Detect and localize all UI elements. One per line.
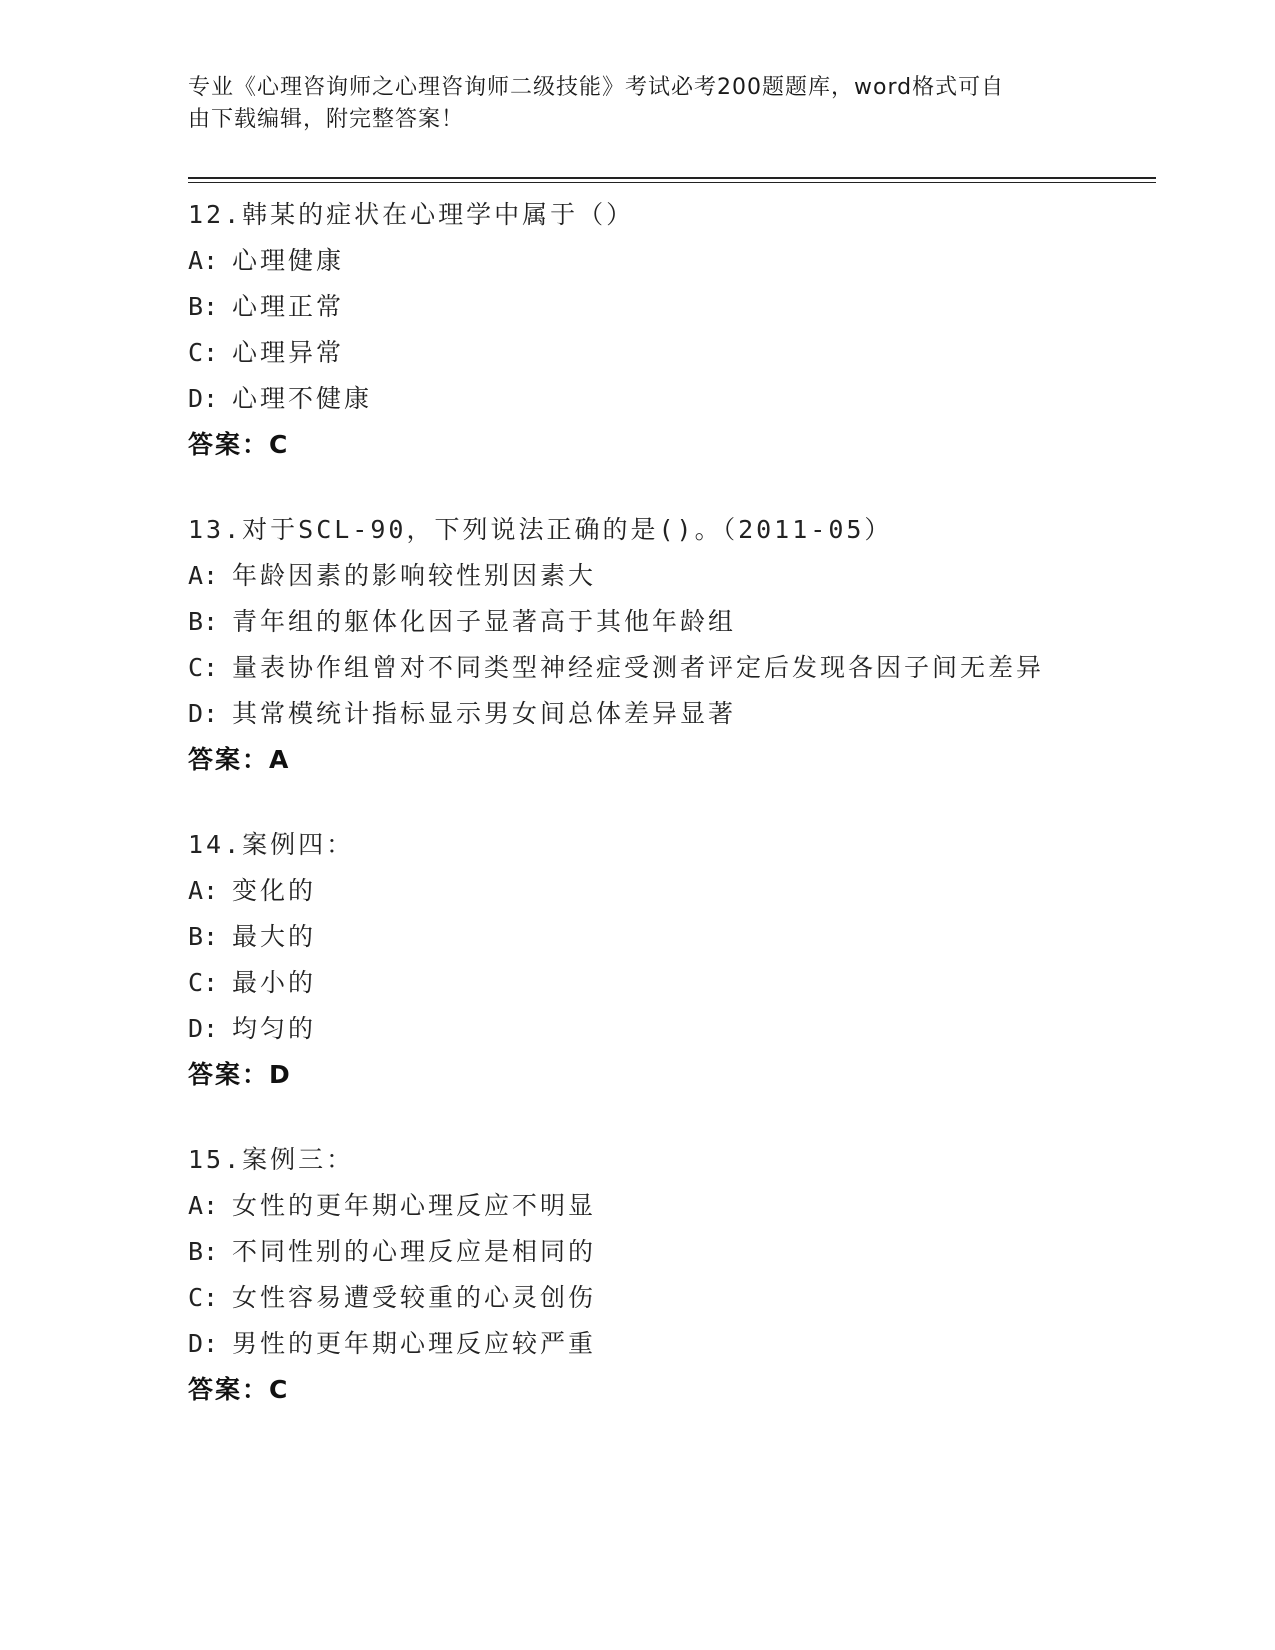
- option-letter: B:: [188, 292, 219, 321]
- header-divider-thin: [188, 182, 1156, 183]
- option-d: [188, 1321, 1148, 1367]
- question-stem: 13.对于SCL-90，下列说法正确的是()。（2011-05）: [188, 515, 893, 544]
- option-c: [188, 330, 1148, 376]
- option-c: [188, 645, 1148, 691]
- option-letter: C:: [188, 338, 219, 367]
- option-a: [188, 1183, 1148, 1229]
- option-b: [188, 1229, 1148, 1275]
- option-a: [188, 238, 1148, 284]
- option-b: [188, 914, 1148, 960]
- answer-line: 答案：C: [188, 1375, 290, 1404]
- option-d: [188, 1006, 1148, 1052]
- option-text: 青年组的躯体化因子显著高于其他年龄组: [232, 607, 737, 636]
- option-d: [188, 376, 1148, 422]
- question-list: [188, 192, 1148, 1452]
- option-letter: B:: [188, 922, 219, 951]
- option-text: 女性的更年期心理反应不明显: [232, 1191, 597, 1220]
- question-stem: 15.案例三：: [188, 1145, 355, 1174]
- question-14: [188, 822, 1148, 1098]
- option-a: [188, 553, 1148, 599]
- header-line-2: 由下载编辑，附完整答案！: [188, 107, 465, 132]
- question-12: [188, 192, 1148, 468]
- answer-line: 答案：D: [188, 1060, 292, 1089]
- option-text: 年龄因素的影响较性别因素大: [232, 561, 597, 590]
- option-text: 不同性别的心理反应是相同的: [232, 1237, 597, 1266]
- option-letter: A:: [188, 561, 219, 590]
- option-text: 最小的: [232, 968, 317, 997]
- option-d: [188, 691, 1148, 737]
- question-stem: 12.韩某的症状在心理学中属于（）: [188, 200, 635, 229]
- option-letter: C:: [188, 1283, 219, 1312]
- option-text: 心理异常: [232, 338, 345, 367]
- option-letter: D:: [188, 699, 219, 728]
- option-text: 女性容易遭受较重的心灵创伤: [232, 1283, 597, 1312]
- option-letter: D:: [188, 1014, 219, 1043]
- question-stem: 14.案例四：: [188, 830, 355, 859]
- header-line-1: 专业《心理咨询师之心理咨询师二级技能》考试必考200题题库，word格式可自: [188, 75, 1005, 100]
- option-text: 心理正常: [232, 292, 345, 321]
- question-13: [188, 507, 1148, 783]
- option-letter: A:: [188, 246, 219, 275]
- option-b: [188, 284, 1148, 330]
- question-15: [188, 1137, 1148, 1413]
- option-letter: C:: [188, 653, 219, 682]
- option-letter: B:: [188, 1237, 219, 1266]
- option-b: [188, 599, 1148, 645]
- answer-line: 答案：A: [188, 745, 291, 774]
- option-text: 最大的: [232, 922, 317, 951]
- option-text: 其常模统计指标显示男女间总体差异显著: [232, 699, 737, 728]
- option-text: 量表协作组曾对不同类型神经症受测者评定后发现各因子间无差异: [232, 653, 1045, 682]
- option-text: 心理健康: [232, 246, 345, 275]
- option-text: 变化的: [232, 876, 317, 905]
- option-letter: B:: [188, 607, 219, 636]
- option-letter: D:: [188, 1329, 219, 1358]
- header-divider-thick: [188, 177, 1156, 179]
- document-header: [188, 72, 1068, 136]
- option-c: [188, 1275, 1148, 1321]
- answer-line: 答案：C: [188, 430, 290, 459]
- option-letter: A:: [188, 1191, 219, 1220]
- option-text: 均匀的: [232, 1014, 317, 1043]
- option-a: [188, 868, 1148, 914]
- option-text: 男性的更年期心理反应较严重: [232, 1329, 597, 1358]
- option-c: [188, 960, 1148, 1006]
- option-letter: C:: [188, 968, 219, 997]
- option-text: 心理不健康: [232, 384, 373, 413]
- option-letter: A:: [188, 876, 219, 905]
- option-letter: D:: [188, 384, 219, 413]
